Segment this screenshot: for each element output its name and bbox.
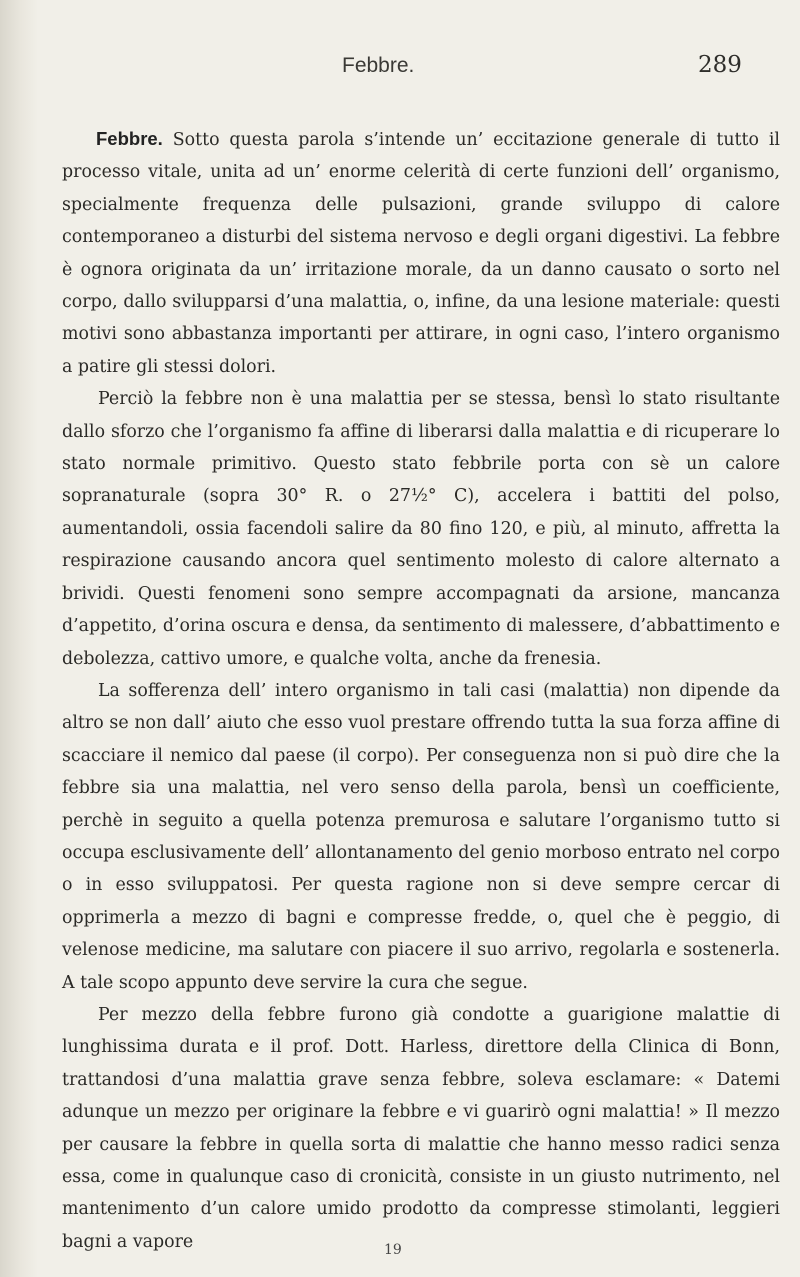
paragraph-2: Perciò la febbre non è una malattia per se stessa, bensì lo stato risultante dallo sforzo che l’organismo fa affine di liberarsi dalla malattia e di ricuperare lo stato normale primitivo. Questo stato febbrile porta con sè un calore sopranaturale (sopra 30° R. o 27½° C), accelera i battiti del polso, aumentandoli, ossia facendoli salire da 80 fino 120, e più, al minuto, affretta la respirazione causando ancora quel sentimento molesto di calore alternato a brividi. Questi fenomeni sono sempre accompagnati da arsione, mancanza d’appetito, d’orina oscura e densa, da sentimento di malessere, d’abbattimento e debolezza, cattivo umore, e qualche volta, anche da frenesia. xyxy=(62,389,780,669)
signature-mark xyxy=(0,1242,800,1272)
paragraph-1 xyxy=(62,123,780,383)
body-text xyxy=(62,123,780,1258)
paragraph-1-text: Sotto questa parola s’intende un’ eccitazione generale di tutto il processo vitale, unita ad un’ enorme celerità di certe funzioni dell’ organismo, specialmente frequenza delle pulsazioni, grande sviluppo di calore contemporaneo a disturbi del sistema nervoso e degli organi digestivi. La febbre è ognora originata da un’ irritazione morale, da un danno causato o sorto nel corpo, dallo svilupparsi d’una malattia, o, infine, da una lesione materiale: questi motivi sono abbastanza importanti per attirare, in ogni caso, l’intero organismo a patire gli stessi dolori. xyxy=(62,130,780,377)
paragraph-4: Per mezzo della febbre furono già condotte a guarigione malattie di lunghissima durata e il prof. Dott. Harless, direttore della Clinica di Bonn, trattandosi d’una malattia grave senza febbre, soleva esclamare: « Datemi adunque un mezzo per originare la febbre e vi guarirò ogni malattia! » Il mezzo per causare la febbre in quella sorta di malattie che hanno messo radici senza essa, come in qualunque caso di cronicità, consiste in un giusto nutrimento, nel mantenimento d’un calore umido prodotto da compresse stimolanti, leggieri bagni a vapore xyxy=(62,1004,780,1252)
page-edge-shadow xyxy=(0,0,38,1277)
running-header xyxy=(0,52,800,92)
lead-term: Febbre. xyxy=(96,128,163,149)
paragraph-3: La sofferenza dell’ intero organismo in tali casi (malattia) non dipende da altro se non dall’ aiuto che esso vuol prestare offrendo tutta la sua forza affine di scacciare il nemico dal paese (il corpo). Per conseguenza non si può dire che la febbre sia una malattia, nel vero senso della parola, bensì un coefficiente, perchè in seguito a quella potenza premurosa e salutare l’organismo tutto si occupa esclusivamente dell’ allontanamento del genio morboso entrato nel corpo o in esso sviluppatosi. Per questa ragione non si deve sempre cercar di opprimerla a mezzo di bagni e compresse fredde, o, quel che è peggio, di velenose medicine, ma salutare con piacere il suo arrivo, regolarla e sostenerla. A tale scopo appunto deve servire la cura che segue. xyxy=(62,680,780,993)
page-number: 289 xyxy=(698,52,742,78)
running-title: Febbre. xyxy=(342,54,415,77)
signature-number: 19 xyxy=(384,1242,402,1258)
